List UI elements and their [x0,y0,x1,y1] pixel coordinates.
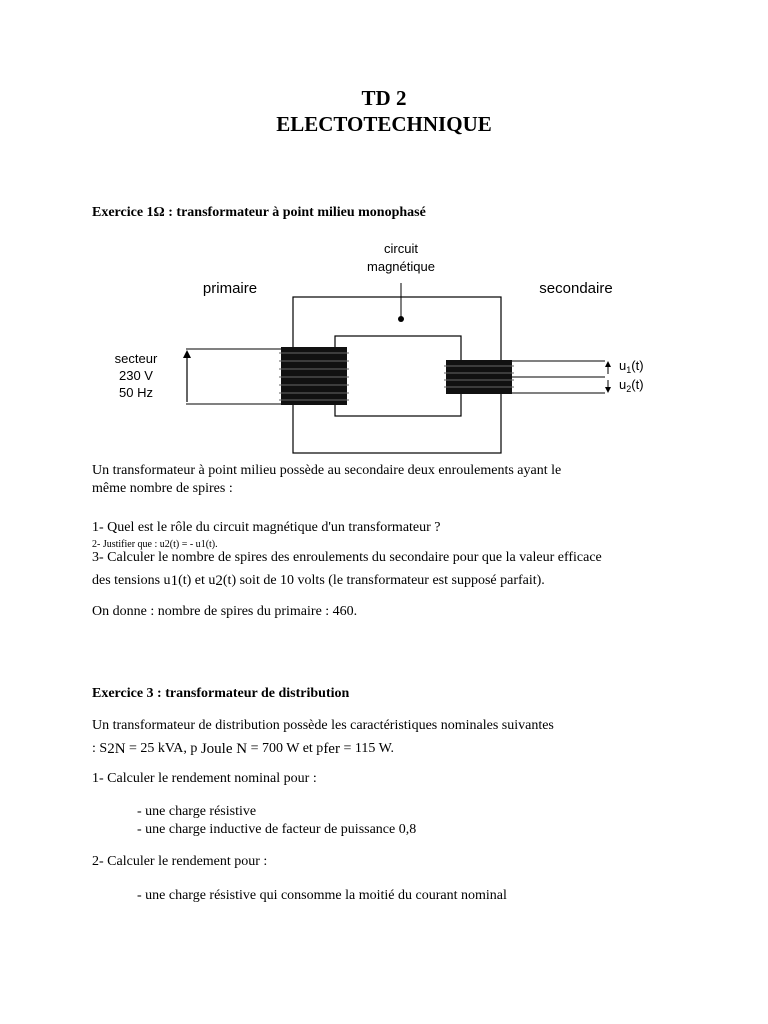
label-u1: $u_1(t)$ [619,358,644,375]
exercise3-q1-item: - une charge inductive de facteur de puissance 0,8 [137,822,417,837]
label-secteur: secteur [114,351,158,366]
exercise1-given: On donne : nombre de spires du primaire : 460. [92,604,358,619]
exercise1-question3-line2: des tensions u1(t) et u2(t) soit de 10 volts (le transformateur est supposé parfait). [92,573,545,589]
exercise1-question3-line1: 3- Calculer le nombre de spires des enroulements du secondaire pour que la valeur efficace [92,550,602,565]
label-u2: $u_2(t)$ [619,377,644,394]
magnetic-core-inner [335,336,461,416]
exercise3-intro-line1: Un transformateur de distribution possède les caractéristiques nominales suivantes [92,718,554,733]
exercise1-question2: 2- Justifier que : u2(t) = - u1(t). [92,539,218,550]
label-primaire: primaire [202,280,258,297]
label-secondaire: secondaire [539,280,613,297]
exercise1-question1: 1- Quel est le rôle du circuit magnétique d'un transformateur ? [92,520,441,535]
label-circuit: circuit [384,241,418,256]
exercise1-heading: Exercice 1Ω : transformateur à point milieu monophasé [92,205,426,220]
primary-winding [279,347,349,405]
label-magnetique: magnétique [367,259,435,274]
exercise3-heading: Exercice 3 : transformateur de distribution [92,686,350,701]
label-voltage: 230 V [119,368,153,383]
exercise3-q2-item: - une charge résistive qui consomme la moitié du courant nominal [137,888,507,903]
transformer-diagram [108,236,668,460]
exercise1-intro-line2: même nombre de spires : [92,481,233,496]
exercise3-q1-item: - une charge résistive [137,804,257,819]
exercise1-intro-line1: Un transformateur à point milieu possède au secondaire deux enroulements ayant le [92,463,562,478]
title-td2: TD 2 [361,86,407,110]
exercise3-question1: 1- Calculer le rendement nominal pour : [92,771,317,786]
exercise3-question2: 2- Calculer le rendement pour : [92,854,268,869]
exercise3-intro-line2: : S2N = 25 kVA, p Joule N = 700 W et pfer = 115 W. [92,741,395,757]
title-subject: ELECTOTECHNIQUE [276,112,492,136]
core-pointer-dot [398,316,404,322]
label-frequency: 50 Hz [119,385,153,400]
secondary-winding [444,360,514,394]
